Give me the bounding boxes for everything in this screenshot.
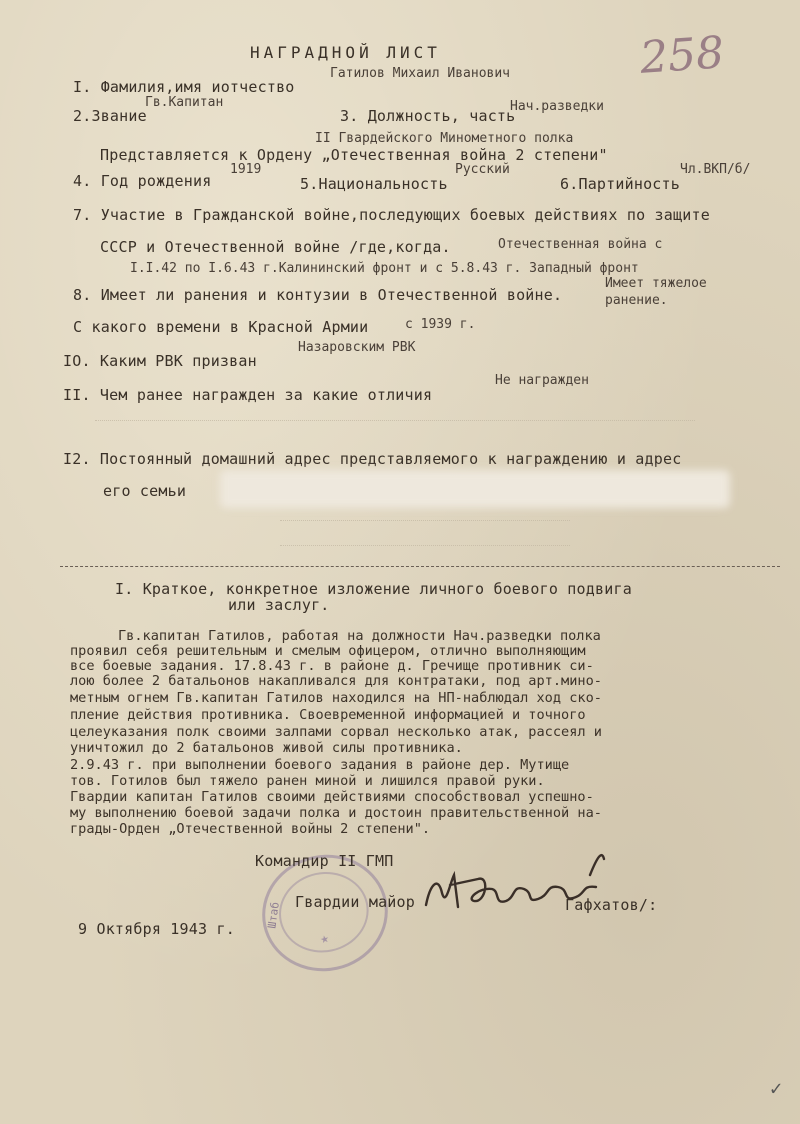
narrative-line: 2.9.43 г. при выполнении боевого задания в районе дер. Мутище bbox=[70, 757, 570, 773]
stamp-star-icon: ★ bbox=[318, 929, 331, 948]
narrative-line: уничтожил до 2 батальонов живой силы противника. bbox=[70, 740, 463, 756]
field-8-value-a: Имеет тяжелое bbox=[605, 276, 707, 291]
field-7-value-b: I.I.42 по I.6.43 г.Калининский фронт и с 5.8.43 г. Западный фронт bbox=[130, 261, 639, 276]
narrative-line: метным огнем Гв.капитан Гатилов находился на НП-наблюдал ход ско- bbox=[70, 690, 602, 706]
field-9-value: с 1939 г. bbox=[405, 317, 476, 332]
narrative-line: все боевые задания. 17.8.43 г. в районе д. Гречище противник си- bbox=[70, 658, 594, 674]
document-title: НАГРАДНОЙ ЛИСТ bbox=[250, 43, 441, 62]
narrative-line: тов. Готилов был тяжело ранен миной и лишился правой руки. bbox=[70, 773, 545, 789]
field-11-value: Не награжден bbox=[495, 373, 589, 388]
commander-title: Командир II ГМП bbox=[255, 852, 394, 870]
narrative-line: лою более 2 батальонов накапливался для контратаки, под арт.мино- bbox=[70, 673, 602, 689]
signatory-rank: Гвардии майор bbox=[295, 893, 415, 911]
field-11-label: II. Чем ранее награжден за какие отличия bbox=[63, 386, 433, 404]
stamp-text: Штаб bbox=[265, 901, 282, 930]
bleed-through-text bbox=[95, 420, 695, 433]
field-1-value: Гатилов Михаил Иванович bbox=[330, 66, 511, 81]
presented-for-award: Представляется к Ордену „Отечественная война 2 степени" bbox=[100, 146, 608, 164]
field-12-label-b: его семьи bbox=[103, 482, 187, 500]
field-9-label: С какого времени в Красной Армии bbox=[73, 318, 369, 336]
section-divider bbox=[60, 566, 780, 567]
narrative-line: Гв.капитан Гатилов, работая на должности Нач.разведки полка bbox=[118, 628, 601, 644]
field-7-label-b: СССР и Отечественной войне /где,когда. bbox=[100, 238, 451, 256]
archive-number: 258 bbox=[638, 27, 726, 84]
field-6-value: Чл.ВКП/б/ bbox=[680, 162, 751, 177]
redacted-address bbox=[220, 470, 730, 508]
narrative-line: пление действия противника. Своевременной информацией и точного bbox=[70, 707, 586, 723]
field-10-label: IO. Каким РВК призван bbox=[63, 352, 257, 370]
field-3-label: 3. Должность, часть bbox=[340, 107, 516, 125]
field-6-label: 6.Партийность bbox=[560, 175, 680, 193]
field-8-value-b: ранение. bbox=[605, 293, 668, 308]
field-2-value: Гв.Капитан bbox=[145, 95, 224, 110]
field-8-label: 8. Имеет ли ранения и контузии в Отечественной войне. bbox=[73, 286, 563, 304]
field-7-value-a: Отечественная война с bbox=[498, 237, 663, 252]
field-3-value-b: II Гвардейского Минометного полка bbox=[315, 131, 574, 146]
field-5-value: Русский bbox=[455, 162, 510, 177]
document-date: 9 Октября 1943 г. bbox=[78, 920, 235, 938]
narrative-line: проявил себя решительным и смелым офицером, отлично выполняющим bbox=[70, 643, 586, 659]
field-7-label-a: 7. Участие в Гражданской войне,последующих боевых действиях по защите bbox=[73, 206, 710, 224]
narrative-line: целеуказания полк своими залпами сорвал несколько атак, рассеял и bbox=[70, 724, 602, 740]
field-3-value-a: Нач.разведки bbox=[510, 99, 604, 114]
section-1-heading-b: или заслуг. bbox=[228, 596, 330, 614]
narrative-line: Гвардии капитан Гатилов своими действиями способствовал успешно- bbox=[70, 789, 594, 805]
field-12-label-a: I2. Постоянный домашний адрес представляемого к награждению и адрес bbox=[63, 450, 682, 468]
field-4-value: 1919 bbox=[230, 162, 262, 177]
bleed-through-text-2 bbox=[280, 520, 570, 546]
section-1-heading-a: I. Краткое, конкретное изложение личного боевого подвига bbox=[115, 580, 632, 598]
field-5-label: 5.Национальность bbox=[300, 175, 448, 193]
field-4-label: 4. Год рождения bbox=[73, 172, 212, 190]
signatory-name: Гафхатов/: bbox=[565, 896, 658, 914]
checkmark-icon: ✓ bbox=[770, 1076, 783, 1100]
field-1-label: I. Фамилия,имя иотчество bbox=[73, 78, 295, 96]
narrative-line: грады-Орден „Отечественной войны 2 степени". bbox=[70, 821, 431, 837]
narrative-line: му выполнению боевой задачи полка и достоин правительственной на- bbox=[70, 805, 602, 821]
field-2-label: 2.Звание bbox=[73, 107, 147, 125]
handwritten-signature bbox=[420, 845, 620, 929]
field-10-value: Назаровским РВК bbox=[298, 340, 416, 355]
